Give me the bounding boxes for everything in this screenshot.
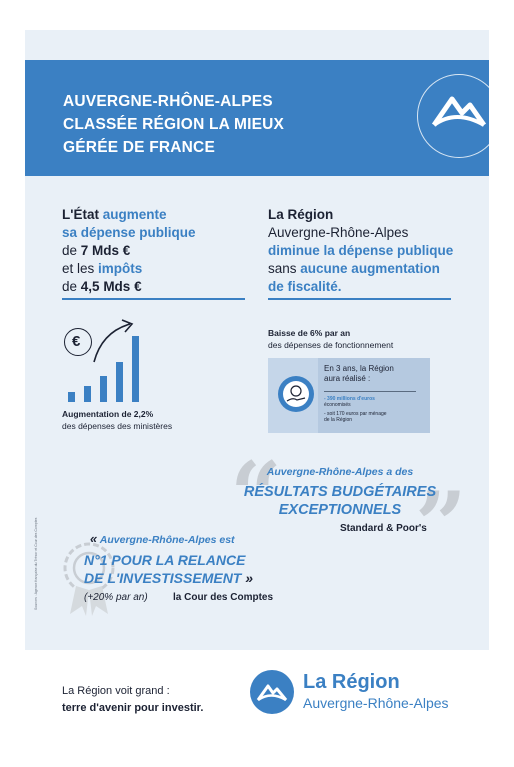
cour-quote-line bbox=[82, 569, 253, 587]
chart-bar bbox=[100, 376, 107, 402]
euro-symbol: € bbox=[72, 333, 81, 350]
operating-description: des dépenses de fonctionnement bbox=[268, 340, 394, 350]
savings-info-box bbox=[268, 358, 430, 433]
left-divider bbox=[62, 298, 245, 300]
spending-amount: 7 Mds € bbox=[80, 243, 131, 258]
sp-quote-line: EXCEPTIONNELS bbox=[278, 502, 402, 518]
savings-title-line: aura réalisé : bbox=[324, 374, 371, 383]
text-de: de bbox=[62, 279, 78, 294]
decrease-phrase: diminue la dépense publique bbox=[268, 243, 454, 258]
close-guillemet: » bbox=[245, 570, 254, 586]
savings-divider bbox=[324, 391, 416, 392]
savings-title-line: En 3 ans, la Région bbox=[324, 364, 394, 373]
operating-caption bbox=[268, 327, 393, 351]
cour-source: la Cour des Comptes bbox=[173, 592, 274, 603]
cour-quote-line: N°1 POUR LA RELANCE bbox=[84, 552, 246, 568]
savings-item-line: - 390 millions d'euros bbox=[324, 396, 375, 402]
sources-note: Sources : Agence française du Trésor et Cour des Comptes bbox=[34, 517, 38, 610]
text-sans: sans bbox=[268, 261, 297, 276]
footer-tagline bbox=[62, 683, 203, 717]
savings-item bbox=[324, 396, 424, 408]
tagline-line: La Région voit grand : bbox=[62, 685, 170, 697]
ministries-increase: Augmentation de 2,2% bbox=[62, 409, 154, 419]
footer-brand bbox=[303, 670, 449, 712]
public-spending-phrase: sa dépense publique bbox=[62, 225, 196, 240]
sp-quote-line: RÉSULTATS BUDGÉTAIRES bbox=[243, 484, 437, 500]
logo-ring bbox=[417, 74, 501, 158]
mountain-logo-icon bbox=[430, 91, 488, 131]
open-quote-icon: “ bbox=[230, 442, 282, 548]
region-name: Auvergne-Rhône-Alpes bbox=[268, 225, 409, 240]
chart-bar bbox=[84, 386, 91, 402]
right-divider bbox=[268, 298, 451, 300]
cour-intro-text: Auvergne-Rhône-Alpes est bbox=[99, 534, 235, 546]
mountain-logo-icon bbox=[256, 680, 288, 704]
cour-quote-intro bbox=[90, 531, 235, 546]
savings-item-line: - soit 170 euros par ménage bbox=[324, 411, 387, 417]
banner-title-line: CLASSÉE RÉGION LA MIEUX bbox=[63, 116, 285, 133]
savings-details bbox=[318, 358, 430, 433]
euro-growth-chart-icon bbox=[62, 318, 152, 402]
coin-inner bbox=[283, 381, 309, 407]
euro-coin-icon bbox=[64, 328, 92, 356]
region-statement bbox=[268, 206, 458, 296]
footer-logo bbox=[250, 670, 294, 714]
chart-bar bbox=[132, 336, 139, 402]
savings-item-line: économisés bbox=[324, 402, 351, 408]
ministries-description: des dépenses des ministères bbox=[62, 421, 173, 431]
banner-title bbox=[63, 90, 393, 159]
tagline-line: terre d'avenir pour investir. bbox=[62, 702, 204, 714]
coin-glyph-icon bbox=[283, 381, 309, 407]
savings-item bbox=[324, 411, 424, 423]
banner-title-line: GÉRÉE DE FRANCE bbox=[63, 139, 215, 156]
savings-title bbox=[324, 364, 424, 384]
state-statement bbox=[62, 206, 247, 296]
brand-region: Auvergne-Rhône-Alpes bbox=[303, 695, 449, 711]
chart-bar bbox=[68, 392, 75, 402]
taxes-amount: 4,5 Mds € bbox=[80, 279, 142, 294]
state-label: L'État bbox=[62, 207, 99, 222]
taxation-phrase: de fiscalité. bbox=[268, 279, 342, 294]
sp-quote-intro: Auvergne-Rhône-Alpes a des bbox=[266, 466, 414, 478]
chart-bar bbox=[116, 362, 123, 402]
text-de: de bbox=[62, 243, 78, 258]
savings-item-line: de la Région bbox=[324, 417, 353, 423]
region-label: La Région bbox=[268, 207, 334, 222]
increase-word: augmente bbox=[102, 207, 167, 222]
open-guillemet: « bbox=[90, 531, 98, 546]
growth-arrow-icon bbox=[92, 318, 136, 364]
sp-quote-highlight bbox=[210, 483, 470, 519]
cour-note: (+20% par an) bbox=[84, 592, 148, 603]
sp-source: Standard & Poor's bbox=[340, 523, 427, 534]
header-banner bbox=[25, 60, 489, 176]
no-increase-phrase: aucune augmentation bbox=[300, 261, 440, 276]
taxes-word: impôts bbox=[98, 261, 143, 276]
cour-quote-highlight bbox=[82, 551, 253, 587]
close-quote-icon: ” bbox=[415, 472, 467, 578]
cour-quote-line-text: DE L'INVESTISSEMENT bbox=[84, 570, 242, 586]
banner-title-line: AUVERGNE-RHÔNE-ALPES bbox=[63, 93, 273, 110]
text-et-les: et les bbox=[62, 261, 95, 276]
ministries-caption bbox=[62, 408, 172, 432]
brand-name: La Région bbox=[303, 671, 400, 693]
operating-decrease: Baisse de 6% par an bbox=[268, 328, 351, 338]
coins-hand-icon bbox=[278, 376, 314, 412]
